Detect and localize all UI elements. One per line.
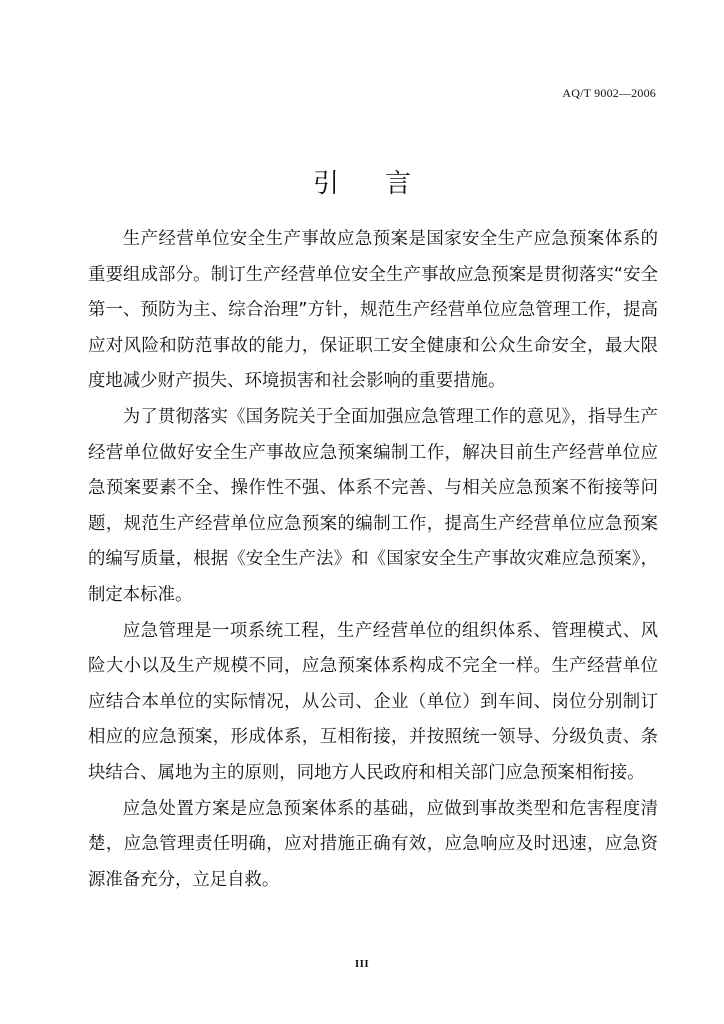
body-text	[88, 222, 658, 898]
document-code: AQ/T 9002—2006	[562, 86, 656, 100]
paragraph-4: 应急处置方案是应急预案体系的基础，应做到事故类型和危害程度清楚，应急管理责任明确，应对措施正确有效，应急响应及时迅速，应急资源准备充分，立足自救。	[88, 798, 658, 890]
paragraph-3: 应急管理是一项系统工程，生产经营单位的组织体系、管理模式、风险大小以及生产规模不同，应急预案体系构成不完全一样。生产经营单位应结合本单位的实际情况，从公司、企业（单位）到车间、岗位分别制订相应的应急预案，形成体系，互相衔接，并按照统一领导、分级负责、条块结合、属地为主的原则，同地方人民政府和相关部门应急预案相衔接。	[88, 620, 658, 783]
page-number: III	[354, 958, 370, 970]
page-title: 引言	[312, 169, 457, 200]
paragraph-1: 生产经营单位安全生产事故应急预案是国家安全生产应急预案体系的重要组成部分。制订生产经营单位安全生产事故应急预案是贯彻落实“安全第一、预防为主、综合治理”方针，规范生产经营单位应急管理工作，提高应对风险和防范事故的能力，保证职工安全健康和公众生命安全，最大限度地减少财产损失、环境损害和社会影响的重要措施。	[88, 229, 658, 392]
paragraph-2: 为了贯彻落实《国务院关于全面加强应急管理工作的意见》，指导生产经营单位做好安全生产事故应急预案编制工作，解决目前生产经营单位应急预案要素不全、操作性不强、体系不完善、与相关应急预案不衔接等问题，规范生产经营单位应急预案的编制工作，提高生产经营单位应急预案的编写质量，根据《安全生产法》和《国家安全生产事故灾难应急预案》，制定本标准。	[88, 406, 658, 605]
